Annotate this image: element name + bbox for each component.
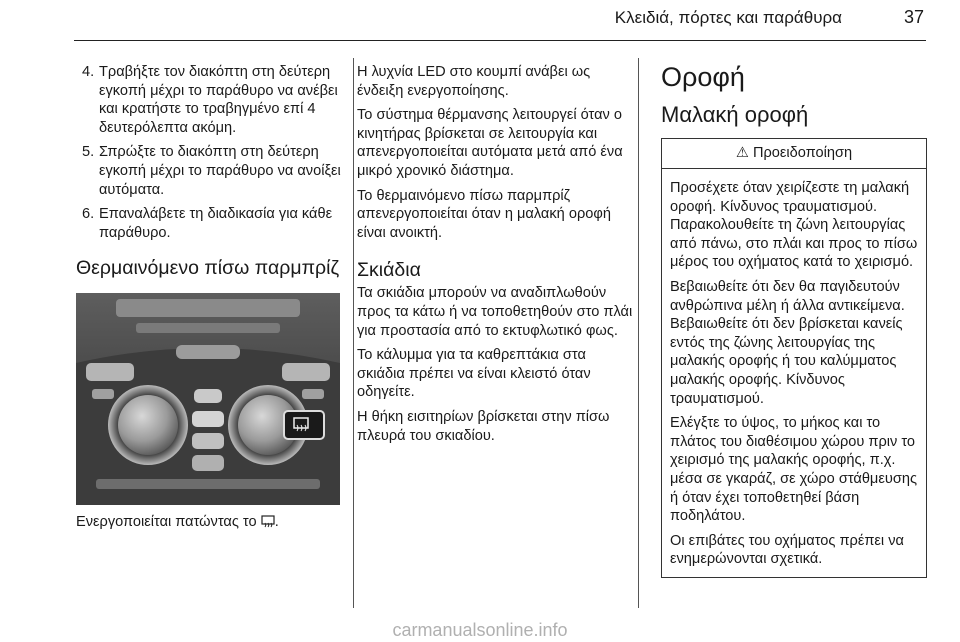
soft-top-heading: Μαλακή οροφή — [661, 102, 809, 127]
paragraph-heating-system: Το σύστημα θέρμανσης λειτουργεί όταν ο κινητήρας βρίσκεται σε λειτουργία και απενεργοποιείται αυτόματα μετά από ένα μικρό χρονικό διάστημα. — [357, 107, 623, 179]
warning-paragraph: Βεβαιωθείτε ότι δεν θα παγιδευτούν ανθρώπινα μέλη ή άλλα αντικείμενα. Βεβαιωθείτε ότι δεν βρίσκεται κανείς εντός της ζώνης λειτουργίας της μαλακής οροφής ή του καλύμματος μαλακής οροφής. Κίνδυνος τραυματισμού. — [670, 278, 905, 407]
warning-box — [661, 138, 927, 578]
step-item — [76, 205, 346, 242]
paragraph-softtop-off: Το θερμαινόμενο πίσω παρμπρίζ απενεργοποιείται όταν η μαλακή οροφή είναι ανοικτή. — [357, 187, 611, 241]
paragraph-visors: Τα σκιάδια μπορούν να αναδιπλωθούν προς τα κάτω ή να τοποθετηθούν στο πλάι για προστασία από το εκτυφλωτικό φως. — [357, 285, 633, 339]
step-item — [76, 63, 346, 137]
heated-rear-window-heading: Θερμαινόμενο πίσω παρμπρίζ — [76, 257, 340, 280]
warning-paragraph: Οι επιβάτες του οχήματος πρέπει να ενημερώνονται σχετικά. — [670, 532, 904, 568]
page-number: 37 — [903, 7, 924, 27]
caption-text: Ενεργοποιείται πατώντας το — [76, 514, 257, 531]
step-text: Τραβήξτε τον διακόπτη στη δεύτερη εγκοπή μέχρι το παράθυρο να ανέβει και κρατήστε το τραβηγμένο επί 4 δευτερόλεπτα ακόμη. — [99, 64, 338, 136]
photo-caption: Ενεργοποιείται πατώντας το . — [76, 514, 279, 531]
climate-control-illustration — [76, 293, 340, 505]
sun-visors-heading: Σκιάδια — [357, 259, 421, 282]
step-text: Σπρώξτε το διακόπτη στη δεύτερη εγκοπή μέχρι το παράθυρο να ανοίξει αυτόματα. — [99, 144, 341, 198]
warning-body — [662, 169, 926, 577]
step-number: 4. — [82, 64, 95, 80]
column-divider-1 — [353, 58, 354, 608]
watermark-footer: carmanualsonline.info — [392, 620, 568, 640]
warning-paragraph: Ελέγξτε το ύψος, το μήκος και το πλάτος του διαθέσιμου χώρου πριν το χειρισμό της μαλακής οροφής, π.χ. μέσα σε γκαράζ, σε χώρο στάθμευσης ή όταν έχει τοποθετηθεί βάση ποδηλάτου. — [670, 415, 917, 525]
header-rule — [74, 40, 926, 41]
step-number: 5. — [82, 144, 95, 161]
page-header-title: Κλειδιά, πόρτες και παράθυρα — [614, 8, 842, 27]
column-divider-2 — [638, 58, 639, 608]
rear-window-defrost-icon — [261, 515, 275, 528]
roof-heading: Οροφή — [661, 62, 745, 92]
step-text: Επαναλάβετε τη διαδικασία για κάθε παράθυρο. — [99, 206, 333, 241]
steps-list — [76, 63, 346, 242]
paragraph-mirror-cover: Το κάλυμμα για τα καθρεπτάκια στα σκιάδια πρέπει να είναι κλειστό όταν οδηγείτε. — [357, 347, 591, 401]
paragraph-ticket-holder: Η θήκη εισιτηρίων βρίσκεται στην πίσω πλευρά του σκιαδίου. — [357, 408, 610, 444]
warning-header — [662, 139, 926, 169]
climate-control-photo — [76, 293, 340, 505]
left-column — [76, 63, 346, 532]
warning-label: Προειδοποίηση — [752, 145, 853, 161]
right-column — [661, 63, 927, 578]
paragraph-led: Η λυχνία LED στο κουμπί ανάβει ως ένδειξη ενεργοποίησης. — [357, 64, 591, 99]
warning-triangle-icon: ⚠ — [735, 145, 749, 161]
middle-column — [357, 63, 633, 451]
warning-paragraph: Προσέχετε όταν χειρίζεστε τη μαλακή οροφή. Κίνδυνος τραυματισμού. Παρακολουθείτε τη ζώνη λειτουργίας από πάνω, στο πλάι και προς το πίσω μέρος του οχήματος κατά το χειρισμό. — [670, 180, 918, 271]
step-number: 6. — [82, 206, 95, 223]
step-item — [76, 143, 346, 199]
